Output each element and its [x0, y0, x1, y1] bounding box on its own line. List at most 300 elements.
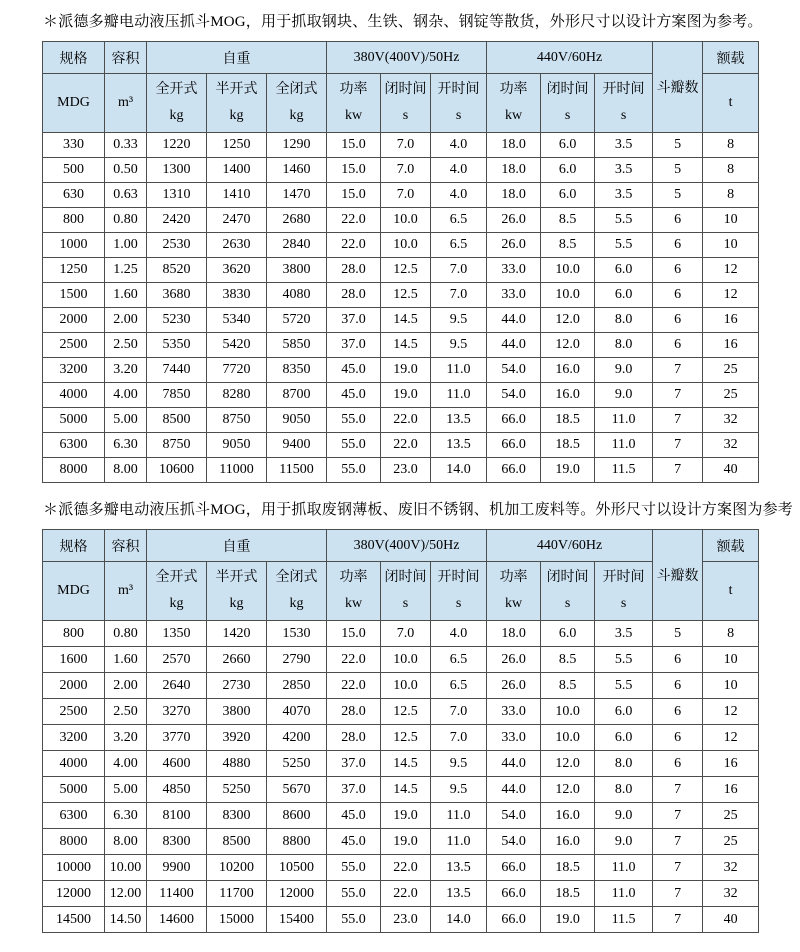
table-cell: 3.5	[595, 158, 653, 183]
col-label: 开时间	[437, 82, 480, 97]
table-row	[43, 725, 759, 751]
table-cell: 7.0	[381, 133, 431, 158]
table-cell: 7	[653, 408, 703, 433]
table-cell: 44.0	[487, 777, 541, 803]
table-cell: 54.0	[487, 383, 541, 408]
table-row	[43, 881, 759, 907]
table-cell: 32	[703, 881, 759, 907]
col-group-440v-60hz: 440V/60Hz	[487, 530, 653, 562]
table-cell: 9.0	[595, 803, 653, 829]
col-label: 功率	[499, 570, 528, 585]
table-cell: 54.0	[487, 803, 541, 829]
table-header	[43, 42, 759, 133]
table-cell: 8750	[207, 408, 267, 433]
table-cell: 37.0	[327, 333, 381, 358]
table-cell: 8.00	[105, 458, 147, 483]
table-cell: 10.0	[541, 258, 595, 283]
table-row	[43, 283, 759, 308]
table-cell: 7	[653, 855, 703, 881]
col-label: 功率	[339, 82, 368, 97]
table-cell: 6.0	[541, 183, 595, 208]
table-row	[43, 208, 759, 233]
table-cell: 2630	[207, 233, 267, 258]
table-cell: 7	[653, 777, 703, 803]
table-cell: 1500	[43, 283, 105, 308]
table-cell: 12000	[43, 881, 105, 907]
table-cell: 8300	[147, 829, 207, 855]
table-row	[43, 383, 759, 408]
table-cell: 11400	[147, 881, 207, 907]
table-cell: 26.0	[487, 673, 541, 699]
table-cell: 22.0	[327, 233, 381, 258]
col-label: 全闭式	[275, 570, 318, 585]
table-cell: 12	[703, 283, 759, 308]
table-cell: 9900	[147, 855, 207, 881]
table-row	[43, 158, 759, 183]
table-cell: 5000	[43, 408, 105, 433]
col-rated-load: 额载	[703, 530, 759, 562]
table-cell: 54.0	[487, 829, 541, 855]
col-power-50hz	[327, 74, 381, 133]
table-cell: 9400	[267, 433, 327, 458]
table-cell: 16.0	[541, 803, 595, 829]
table-cell: 10600	[147, 458, 207, 483]
table-cell: 32	[703, 855, 759, 881]
table-cell: 8500	[207, 829, 267, 855]
col-spec: 规格	[43, 530, 105, 562]
col-unit: kg	[169, 108, 184, 123]
table-cell: 4.0	[431, 183, 487, 208]
table-cell: 8.00	[105, 829, 147, 855]
table-cell: 9.0	[595, 829, 653, 855]
table-cell: 1250	[207, 133, 267, 158]
table-cell: 25	[703, 803, 759, 829]
table-cell: 26.0	[487, 647, 541, 673]
table-cell: 19.0	[381, 829, 431, 855]
table-cell: 19.0	[381, 383, 431, 408]
col-power-50hz	[327, 562, 381, 621]
col-unit: kg	[289, 596, 304, 611]
table-cell: 14.5	[381, 308, 431, 333]
spec-table-scrap-steel	[42, 529, 759, 933]
table-cell: 8280	[207, 383, 267, 408]
col-group-self-weight: 自重	[147, 530, 327, 562]
table-cell: 12.0	[541, 308, 595, 333]
col-open-time-60hz	[595, 562, 653, 621]
table-cell: 5.00	[105, 408, 147, 433]
table-cell: 14600	[147, 907, 207, 933]
table-cell: 11.0	[595, 408, 653, 433]
table-cell: 66.0	[487, 433, 541, 458]
table-cell: 15000	[207, 907, 267, 933]
table-cell: 2850	[267, 673, 327, 699]
table-cell: 15.0	[327, 183, 381, 208]
table-cell: 6.0	[541, 133, 595, 158]
table-cell: 10500	[267, 855, 327, 881]
table-cell: 40	[703, 907, 759, 933]
table-cell: 10.0	[541, 283, 595, 308]
table-cell: 2470	[207, 208, 267, 233]
table-cell: 7	[653, 829, 703, 855]
table-cell: 8.0	[595, 751, 653, 777]
table-cell: 11.0	[595, 433, 653, 458]
table-cell: 7850	[147, 383, 207, 408]
table-cell: 11.0	[431, 803, 487, 829]
table-cell: 6	[653, 751, 703, 777]
col-unit: s	[564, 108, 571, 123]
table-cell: 6	[653, 233, 703, 258]
table-cell: 2530	[147, 233, 207, 258]
table-cell: 12.5	[381, 258, 431, 283]
table-cell: 6.5	[431, 233, 487, 258]
col-label: 闭时间	[384, 82, 427, 97]
table-cell: 16.0	[541, 383, 595, 408]
table-cell: 13.5	[431, 433, 487, 458]
table-cell: 22.0	[381, 855, 431, 881]
table-cell: 2840	[267, 233, 327, 258]
table-cell: 33.0	[487, 699, 541, 725]
table-cell: 5.5	[595, 208, 653, 233]
table-cell: 9.0	[595, 383, 653, 408]
table-cell: 12.0	[541, 751, 595, 777]
table-cell: 3620	[207, 258, 267, 283]
col-power-60hz	[487, 74, 541, 133]
table-cell: 55.0	[327, 433, 381, 458]
table-cell: 8520	[147, 258, 207, 283]
table-row	[43, 907, 759, 933]
col-unit: kg	[169, 596, 184, 611]
table-cell: 2790	[267, 647, 327, 673]
table-cell: 28.0	[327, 699, 381, 725]
table-cell: 7.0	[431, 725, 487, 751]
section-title: ＊派德多瓣电动液压抓斗MOG，用于抓取废钢薄板、废旧不锈钢、机加工废料等。外形尺寸以设计方案图为参考	[43, 502, 794, 518]
col-fully-open	[147, 74, 207, 133]
table-cell: 1600	[43, 647, 105, 673]
table-cell: 9050	[267, 408, 327, 433]
table-cell: 8.5	[541, 233, 595, 258]
table-cell: 4200	[267, 725, 327, 751]
table-cell: 4080	[267, 283, 327, 308]
col-label: 闭时间	[546, 570, 589, 585]
spec-table-bulk-cargo	[42, 41, 759, 483]
table-cell: 9.5	[431, 751, 487, 777]
col-unit: s	[402, 596, 409, 611]
col-group-440v-60hz: 440V/60Hz	[487, 42, 653, 74]
table-cell: 8	[703, 133, 759, 158]
table-cell: 3800	[267, 258, 327, 283]
table-cell: 18.0	[487, 133, 541, 158]
table-cell: 11.0	[431, 829, 487, 855]
table-cell: 18.5	[541, 855, 595, 881]
col-label: 半开式	[215, 570, 258, 585]
col-spec-unit: MDG	[43, 74, 105, 133]
col-unit: kg	[229, 596, 244, 611]
table-cell: 6.0	[541, 621, 595, 647]
table-cell: 2.00	[105, 673, 147, 699]
table-cell: 8	[703, 621, 759, 647]
table-row	[43, 673, 759, 699]
table-cell: 6	[653, 673, 703, 699]
table-cell: 2570	[147, 647, 207, 673]
table-cell: 6.0	[595, 283, 653, 308]
table-cell: 5350	[147, 333, 207, 358]
table-cell: 13.5	[431, 408, 487, 433]
table-cell: 8.5	[541, 208, 595, 233]
table-cell: 7720	[207, 358, 267, 383]
table-cell: 2000	[43, 308, 105, 333]
table-cell: 630	[43, 183, 105, 208]
table-cell: 13.5	[431, 881, 487, 907]
table-cell: 18.0	[487, 158, 541, 183]
table-cell: 25	[703, 829, 759, 855]
section-scrap-steel	[42, 500, 794, 933]
table-cell: 22.0	[381, 433, 431, 458]
header-row-units	[43, 562, 759, 621]
table-cell: 7	[653, 907, 703, 933]
col-half-open	[207, 562, 267, 621]
col-label: 开时间	[602, 570, 645, 585]
col-unit: s	[402, 108, 409, 123]
table-cell: 6	[653, 258, 703, 283]
table-cell: 22.0	[327, 208, 381, 233]
table-cell: 7.0	[381, 621, 431, 647]
table-cell: 1310	[147, 183, 207, 208]
table-cell: 10200	[207, 855, 267, 881]
col-rated-load-unit: t	[703, 74, 759, 133]
table-cell: 6300	[43, 433, 105, 458]
table-cell: 66.0	[487, 855, 541, 881]
table-cell: 6	[653, 283, 703, 308]
table-cell: 0.80	[105, 208, 147, 233]
col-label: 功率	[499, 82, 528, 97]
table-cell: 4600	[147, 751, 207, 777]
table-cell: 11.0	[595, 881, 653, 907]
table-cell: 3200	[43, 358, 105, 383]
table-cell: 1420	[207, 621, 267, 647]
table-cell: 37.0	[327, 751, 381, 777]
table-cell: 37.0	[327, 308, 381, 333]
table-cell: 66.0	[487, 881, 541, 907]
col-power-60hz	[487, 562, 541, 621]
col-open-time-50hz	[431, 562, 487, 621]
col-close-time-60hz	[541, 74, 595, 133]
table-row	[43, 433, 759, 458]
table-cell: 8000	[43, 458, 105, 483]
table-cell: 55.0	[327, 855, 381, 881]
table-cell: 12.00	[105, 881, 147, 907]
table-cell: 18.0	[487, 183, 541, 208]
table-body	[43, 621, 759, 933]
col-rated-load-unit: t	[703, 562, 759, 621]
col-petal-count: 斗瓣数	[653, 530, 703, 621]
table-cell: 26.0	[487, 208, 541, 233]
table-cell: 4000	[43, 751, 105, 777]
table-cell: 6.5	[431, 647, 487, 673]
table-cell: 14.0	[431, 907, 487, 933]
col-open-time-60hz	[595, 74, 653, 133]
table-row	[43, 408, 759, 433]
table-cell: 10000	[43, 855, 105, 881]
table-cell: 5.5	[595, 647, 653, 673]
col-capacity-unit: m³	[105, 562, 147, 621]
table-cell: 66.0	[487, 408, 541, 433]
table-row	[43, 699, 759, 725]
table-cell: 11.0	[595, 855, 653, 881]
table-cell: 8	[703, 158, 759, 183]
col-label: 开时间	[602, 82, 645, 97]
table-cell: 0.33	[105, 133, 147, 158]
table-cell: 8.5	[541, 647, 595, 673]
table-cell: 11.5	[595, 907, 653, 933]
table-cell: 1.00	[105, 233, 147, 258]
col-petal-count: 斗瓣数	[653, 42, 703, 133]
table-cell: 5	[653, 158, 703, 183]
table-cell: 1.25	[105, 258, 147, 283]
table-cell: 22.0	[381, 881, 431, 907]
table-cell: 5.5	[595, 233, 653, 258]
table-cell: 6.30	[105, 803, 147, 829]
table-row	[43, 777, 759, 803]
col-capacity: 容积	[105, 42, 147, 74]
col-unit: kg	[229, 108, 244, 123]
table-cell: 6300	[43, 803, 105, 829]
col-unit: kw	[505, 596, 523, 611]
table-cell: 55.0	[327, 881, 381, 907]
table-cell: 2.50	[105, 333, 147, 358]
table-cell: 7440	[147, 358, 207, 383]
col-group-self-weight: 自重	[147, 42, 327, 74]
col-label: 全开式	[155, 82, 198, 97]
table-cell: 16.0	[541, 358, 595, 383]
table-cell: 7	[653, 383, 703, 408]
table-cell: 3.20	[105, 725, 147, 751]
table-cell: 3200	[43, 725, 105, 751]
table-row	[43, 258, 759, 283]
table-cell: 12.5	[381, 699, 431, 725]
table-cell: 5420	[207, 333, 267, 358]
table-cell: 19.0	[381, 358, 431, 383]
table-cell: 3680	[147, 283, 207, 308]
table-cell: 5340	[207, 308, 267, 333]
table-cell: 10.00	[105, 855, 147, 881]
table-cell: 5	[653, 183, 703, 208]
table-cell: 55.0	[327, 907, 381, 933]
table-cell: 16	[703, 777, 759, 803]
table-cell: 4000	[43, 383, 105, 408]
table-cell: 10.0	[541, 725, 595, 751]
table-cell: 2680	[267, 208, 327, 233]
table-cell: 66.0	[487, 907, 541, 933]
table-cell: 1300	[147, 158, 207, 183]
table-cell: 12000	[267, 881, 327, 907]
table-cell: 19.0	[541, 458, 595, 483]
table-cell: 18.5	[541, 433, 595, 458]
table-cell: 16	[703, 308, 759, 333]
table-cell: 330	[43, 133, 105, 158]
table-cell: 12	[703, 725, 759, 751]
table-cell: 3920	[207, 725, 267, 751]
table-cell: 10	[703, 208, 759, 233]
table-cell: 33.0	[487, 258, 541, 283]
table-cell: 7.0	[431, 283, 487, 308]
table-cell: 15.0	[327, 158, 381, 183]
table-cell: 7	[653, 458, 703, 483]
table-row	[43, 829, 759, 855]
table-cell: 1.60	[105, 283, 147, 308]
table-cell: 44.0	[487, 333, 541, 358]
table-cell: 23.0	[381, 907, 431, 933]
table-cell: 33.0	[487, 725, 541, 751]
table-cell: 12.0	[541, 333, 595, 358]
table-cell: 5250	[267, 751, 327, 777]
col-group-380v-50hz: 380V(400V)/50Hz	[327, 42, 487, 74]
table-cell: 5230	[147, 308, 207, 333]
table-cell: 45.0	[327, 829, 381, 855]
table-cell: 19.0	[381, 803, 431, 829]
table-cell: 23.0	[381, 458, 431, 483]
table-cell: 9050	[207, 433, 267, 458]
table-cell: 10	[703, 673, 759, 699]
col-label: 全闭式	[275, 82, 318, 97]
table-cell: 28.0	[327, 258, 381, 283]
table-cell: 2500	[43, 699, 105, 725]
col-unit: kw	[344, 108, 363, 123]
table-cell: 7.0	[431, 699, 487, 725]
table-cell: 5670	[267, 777, 327, 803]
table-cell: 44.0	[487, 751, 541, 777]
table-cell: 3270	[147, 699, 207, 725]
table-cell: 28.0	[327, 283, 381, 308]
table-cell: 1470	[267, 183, 327, 208]
table-cell: 800	[43, 208, 105, 233]
header-row-groups	[43, 530, 759, 562]
table-cell: 4.0	[431, 158, 487, 183]
table-cell: 16	[703, 751, 759, 777]
table-cell: 6	[653, 308, 703, 333]
table-cell: 1400	[207, 158, 267, 183]
table-cell: 8600	[267, 803, 327, 829]
table-cell: 7	[653, 358, 703, 383]
table-cell: 6.0	[595, 725, 653, 751]
table-cell: 15.0	[327, 133, 381, 158]
table-cell: 8750	[147, 433, 207, 458]
table-cell: 14.5	[381, 777, 431, 803]
table-cell: 8000	[43, 829, 105, 855]
table-cell: 16.0	[541, 829, 595, 855]
table-cell: 0.63	[105, 183, 147, 208]
col-open-time-50hz	[431, 74, 487, 133]
table-cell: 5720	[267, 308, 327, 333]
table-cell: 9.5	[431, 308, 487, 333]
table-cell: 8700	[267, 383, 327, 408]
table-cell: 19.0	[541, 907, 595, 933]
table-cell: 44.0	[487, 308, 541, 333]
col-half-open	[207, 74, 267, 133]
table-cell: 6.0	[541, 158, 595, 183]
col-group-380v-50hz: 380V(400V)/50Hz	[327, 530, 487, 562]
table-cell: 9.5	[431, 333, 487, 358]
table-cell: 45.0	[327, 383, 381, 408]
table-row	[43, 233, 759, 258]
table-cell: 11.0	[431, 358, 487, 383]
table-cell: 32	[703, 408, 759, 433]
col-spec-unit: MDG	[43, 562, 105, 621]
table-row	[43, 751, 759, 777]
table-cell: 3770	[147, 725, 207, 751]
table-cell: 4070	[267, 699, 327, 725]
table-cell: 1220	[147, 133, 207, 158]
table-cell: 25	[703, 383, 759, 408]
